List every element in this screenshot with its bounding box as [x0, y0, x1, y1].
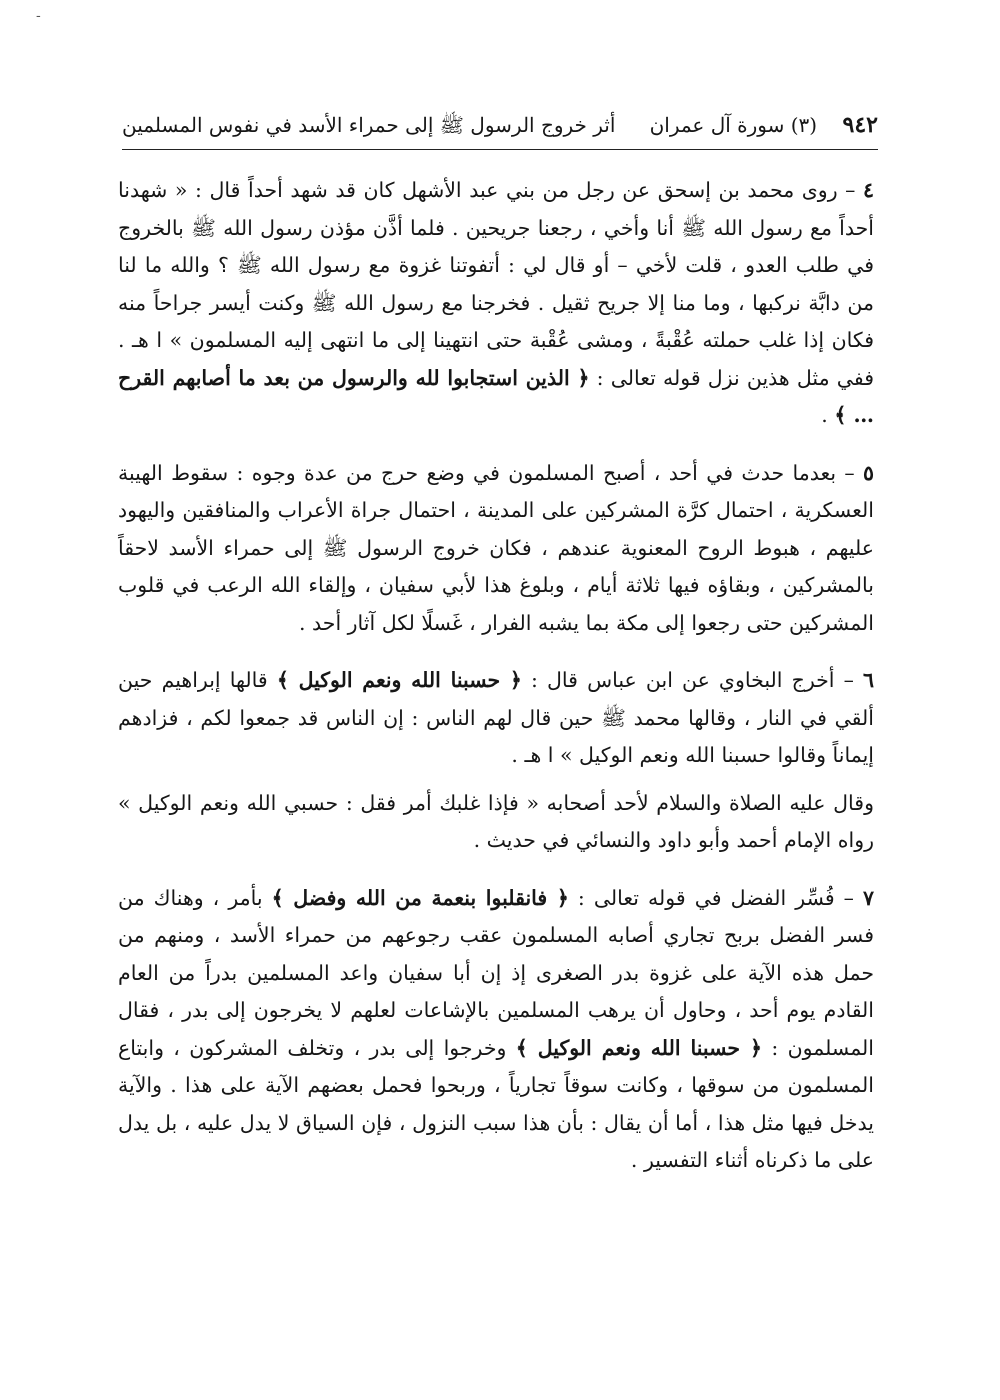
paragraph — [118, 172, 874, 435]
page-number: ٩٤٢ — [842, 112, 878, 138]
paragraph-text: . — [821, 403, 835, 427]
paragraph-text: بأمر ، وهناك من فسر الفضل بربح تجاري أصابه المسلمون عقب رجوعهم من حمراء الأسد ، ومنهم من حمل هذه الآية على غزوة بدر الصغرى إذ إن أبا سفيان واعد المسلمين بدراً من العام القادم يوم أحد ، وحاول أن يرهب المسلمين بالإشاعات لعلهم لا يخرجون إلى بدر ، فقال المسلمون : — [118, 885, 874, 1060]
paragraph-text: وخرجوا إلى بدر ، وتخلف المشركون ، وابتاع المسلمون من سوقها ، وكانت سوقاً تجارياً ، وربحوا فحمل بعضهم الآية على هذا . والآية يدخل فيها مثل هذا ، أما أن يقال : بأن هذا سبب النزول ، فإن السياق لا يدل عليه ، بل يدل على ما ذكرناه أثناء التفسير . — [118, 1035, 874, 1172]
quranic-quote: ﴿ فانقلبوا بنعمة من الله وفضل ﴾ — [271, 885, 569, 910]
paragraph-number: ٥ — [862, 460, 874, 485]
paragraph-number: ٧ — [862, 885, 874, 910]
paragraph-text: قالها إبراهيم حين ألقي في النار ، وقالها محمد ﷺ حين قال لهم الناس : إن الناس قد جمعوا لكم ، فزادهم إيماناً وقالوا حسبنا الله ونعم الوكيل » ا هـ . — [118, 668, 874, 767]
header-rule — [122, 149, 878, 150]
corner-mark: - — [36, 8, 41, 24]
commentary-body — [118, 172, 874, 1200]
paragraph — [118, 662, 874, 775]
paragraph-number: ٦ — [862, 668, 874, 692]
paragraph-text: وقال عليه الصلاة والسلام لأحد أصحابه « فإذا غلبك أمر فقل : حسبي الله ونعم الوكيل » رواه الإمام أحمد وأبو داود والنسائي في حديث . — [118, 790, 874, 852]
header-page-number-and-surah — [650, 112, 878, 138]
paragraph-text: – روى محمد بن إسحق عن رجل من بني عبد الأشهل كان قد شهد أحداً قال : « شهدنا أحداً مع رسول الله ﷺ أنا وأخي ، رجعنا جريحين . فلما أذَّن مؤذن رسول الله ﷺ بالخروج في طلب العدو ، قلت لأخي – أو قال لي : أتفوتنا غزوة مع رسول الله ﷺ ؟ والله ما لنا من دابَّة نركبها ، وما منا إلا جريح ثقيل . فخرجنا مع رسول الله ﷺ وكنت أيسر جراحاً منه فكان إذا غلب حملته عُقْبةً ، ومشى عُقْبة حتى انتهينا إلى ما انتهى إليه المسلمون » ا هـ . ففي مثل هذين نزل قوله تعالى : — [118, 178, 874, 390]
quranic-quote: ﴿ الذين استجابوا لله والرسول من بعد ما أصابهم القرح … ﴾ — [118, 365, 874, 427]
paragraph-text: – فُسِّر الفضل في قوله تعالى : — [568, 885, 863, 910]
header-topic: أثر خروج الرسول ﷺ إلى حمراء الأسد في نفوس المسلمين — [122, 113, 616, 137]
paragraph-text: – أخرج البخاوي عن ابن عباس قال : — [521, 668, 863, 692]
running-header — [122, 112, 878, 142]
paragraph — [118, 785, 874, 860]
quranic-quote: ﴿ حسبنا الله ونعم الوكيل ﴾ — [515, 1035, 763, 1060]
surah-title: (٣) سورة آل عمران — [649, 113, 818, 137]
paragraph — [118, 455, 874, 643]
paragraph — [118, 880, 874, 1180]
paragraph-text: – بعدما حدث في أحد ، أصبح المسلمون في وضع حرج من عدة وجوه : سقوط الهيبة العسكرية ، احتمال كرَّة المشركين على المدينة ، احتمال جراة الأعراب والمنافقين واليهود عليهم ، هبوط الروح المعنوية عندهم ، فكان خروج الرسول ﷺ إلى حمراء الأسد لاحقاً بالمشركين ، وبقاؤه فيها ثلاثة أيام ، وبلوغ هذا لأبي سفيان ، وإلقاء الله الرعب في قلوب المشركين حتى رجعوا إلى مكة بما يشبه الفرار ، غَسلًا لكل آثار أحد . — [118, 460, 874, 635]
quranic-quote: ﴿ حسبنا الله ونعم الوكيل ﴾ — [276, 668, 522, 692]
paragraph-number: ٤ — [862, 178, 874, 202]
